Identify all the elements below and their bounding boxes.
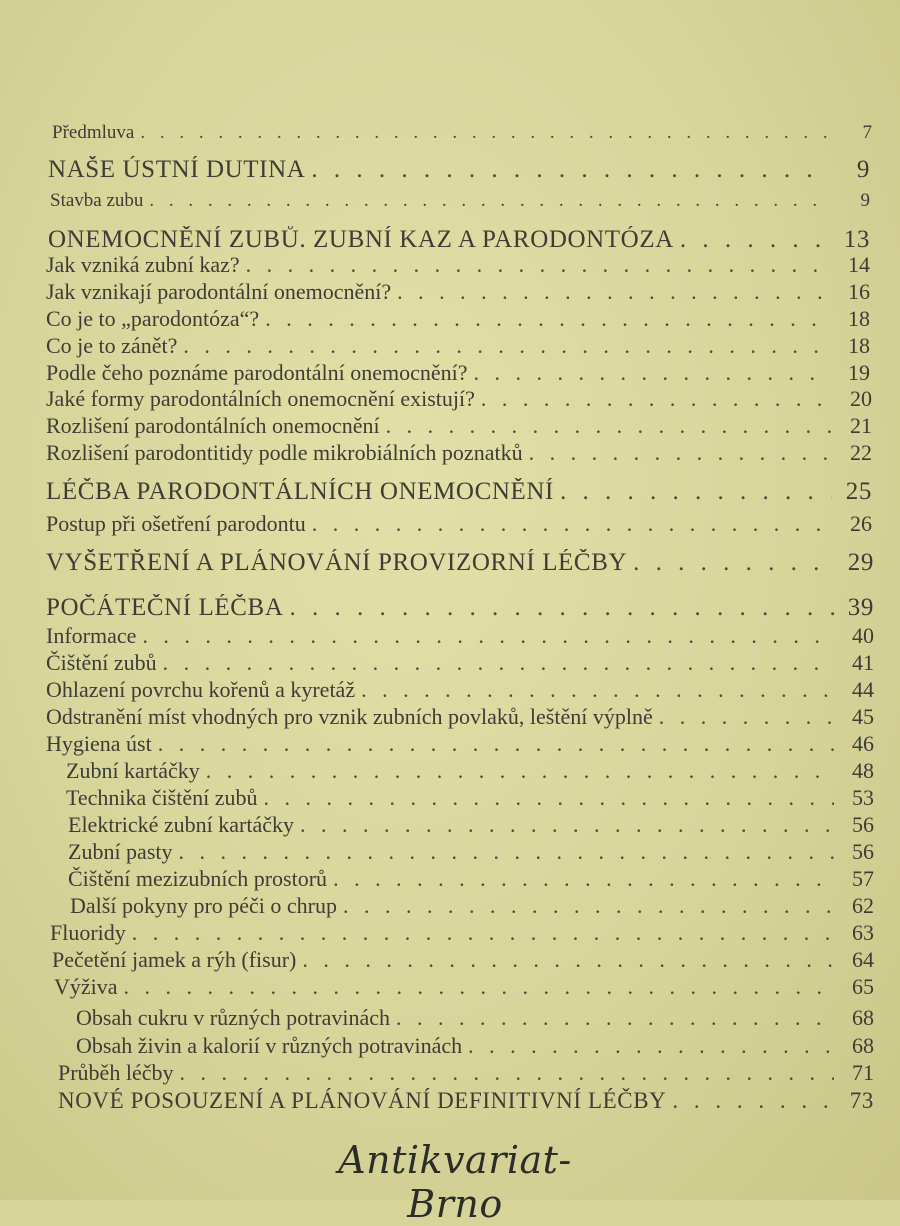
- toc-entry-title: Čištění zubů: [46, 650, 157, 675]
- toc-entry: [50, 190, 870, 212]
- toc-entry: [46, 252, 870, 278]
- toc-entry-title: Co je to zánět?: [46, 333, 178, 358]
- toc-entry-title: Průběh léčby: [58, 1060, 174, 1085]
- leader-dots: [289, 594, 834, 622]
- toc-entry-page: 64: [852, 947, 874, 972]
- leader-dots: [179, 1060, 834, 1086]
- toc-entry-page: 65: [852, 974, 874, 999]
- leader-dots: [560, 478, 832, 506]
- toc-entry: [46, 440, 872, 466]
- leader-dots: [163, 650, 834, 676]
- leader-dots: [343, 893, 834, 919]
- toc-section-title: ONEMOCNĚNÍ ZUBŮ. ZUBNÍ KAZ A PARODONTÓZA: [48, 226, 674, 253]
- toc-entry-title: Elektrické zubní kartáčky: [68, 812, 295, 837]
- toc-entry-page: 21: [850, 413, 872, 438]
- leader-dots: [397, 279, 830, 305]
- toc-section-title: NOVÉ POSOUZENÍ A PLÁNOVÁNÍ DEFINITIVNÍ LÉČBY: [58, 1088, 667, 1113]
- leader-dots: [183, 333, 830, 359]
- leader-dots: [529, 440, 832, 466]
- toc-entry-page: 53: [852, 785, 874, 810]
- toc-entry-title: Zubní kartáčky: [66, 758, 200, 783]
- leader-dots: [361, 677, 834, 703]
- toc-entry-page: 46: [852, 731, 874, 756]
- toc-entry: [52, 122, 872, 144]
- toc-entry-title: Fluoridy: [50, 920, 126, 945]
- toc-entry-title: Předmluva: [52, 122, 135, 143]
- toc-entry: [46, 386, 872, 412]
- toc-entry-title: Další pokyny pro péči o chrup: [70, 893, 337, 918]
- toc-entry-page: 48: [852, 758, 874, 783]
- leader-dots: [481, 386, 832, 412]
- toc-entry-page: 71: [852, 1060, 874, 1085]
- toc-entry-page: 56: [852, 839, 874, 864]
- leader-dots: [149, 190, 830, 212]
- toc-section: [48, 226, 870, 254]
- toc-entry-page: 68: [852, 1033, 874, 1058]
- toc-entry-page: 20: [850, 386, 872, 411]
- watermark: Antikvariat-Brno: [338, 1138, 572, 1226]
- toc-entry: [46, 360, 870, 386]
- toc-entry-title: Hygiena úst: [46, 731, 152, 756]
- toc-entry: [58, 1060, 874, 1086]
- toc-entry-title: Zubní pasty: [68, 839, 173, 864]
- toc-section: [46, 478, 872, 506]
- toc-entry-title: Odstranění míst vhodných pro vznik zubních povlaků, leštění výplně: [46, 704, 653, 729]
- toc-section-page: 29: [847, 549, 874, 576]
- toc-entry: [70, 893, 874, 919]
- leader-dots: [142, 623, 834, 649]
- toc-entry-page: 16: [848, 279, 870, 304]
- toc-entry-page: 14: [848, 252, 870, 277]
- toc-entry-page: 18: [848, 333, 870, 358]
- toc-section-page: 73: [849, 1088, 874, 1113]
- toc-entry: [46, 677, 874, 703]
- leader-dots: [206, 758, 834, 784]
- toc-entry: [46, 279, 870, 305]
- toc-entry: [66, 758, 874, 784]
- toc-entry: [52, 947, 874, 973]
- toc-entry-title: Stavba zubu: [50, 190, 144, 211]
- toc-entry-page: 56: [852, 812, 874, 837]
- toc-entry: [46, 413, 872, 439]
- toc-entry: [46, 333, 870, 359]
- toc-entry-page: 68: [852, 1005, 874, 1030]
- toc-entry-page: 18: [848, 306, 870, 331]
- toc-entry-page: 45: [852, 704, 874, 729]
- toc-entry: [46, 623, 874, 649]
- toc-entry-page: 19: [848, 360, 870, 385]
- toc-section-page: 25: [845, 478, 872, 505]
- toc-entry-title: Co je to „parodontóza“?: [46, 306, 260, 331]
- leader-dots: [633, 549, 834, 577]
- leader-dots: [386, 413, 832, 439]
- toc-entry: [50, 920, 874, 946]
- toc-entry-title: Podle čeho poznáme parodontální onemocnění?: [46, 360, 468, 385]
- leader-dots: [265, 306, 830, 332]
- leader-dots: [158, 731, 834, 757]
- toc-entry-page: 26: [850, 511, 872, 536]
- toc-entry-page: 62: [852, 893, 874, 918]
- toc-entry: [46, 704, 874, 730]
- toc-entry: [46, 731, 874, 757]
- toc-entry: [46, 511, 872, 537]
- leader-dots: [468, 1033, 834, 1059]
- toc-entry-page: 44: [852, 677, 874, 702]
- toc-section: [46, 594, 874, 622]
- toc-section-title: POČÁTEČNÍ LÉČBA: [46, 594, 284, 621]
- leader-dots: [680, 226, 830, 254]
- toc-entry: [46, 650, 874, 676]
- toc-entry-page: 7: [862, 122, 872, 143]
- toc-entry: [68, 812, 874, 838]
- leader-dots: [312, 511, 832, 537]
- toc-entry-page: 9: [860, 190, 870, 211]
- toc-section-page: 9: [856, 156, 870, 183]
- toc-section-page: 13: [843, 226, 870, 253]
- toc-section-page: 39: [847, 594, 874, 621]
- toc-entry-page: 63: [852, 920, 874, 945]
- leader-dots: [300, 812, 834, 838]
- toc-entry-page: 22: [850, 440, 872, 465]
- toc-entry: [76, 1033, 874, 1059]
- toc-entry-page: 41: [852, 650, 874, 675]
- toc-entry-title: Ohlazení povrchu kořenů a kyretáž: [46, 677, 356, 702]
- leader-dots: [140, 122, 832, 144]
- toc-section-title: LÉČBA PARODONTÁLNÍCH ONEMOCNĚNÍ: [46, 478, 554, 505]
- leader-dots: [124, 974, 834, 1000]
- toc-entry: [68, 839, 874, 865]
- leader-dots: [302, 947, 834, 973]
- leader-dots: [132, 920, 834, 946]
- leader-dots: [333, 866, 834, 892]
- toc-entry-title: Rozlišení parodontitidy podle mikrobiálních poznatků: [46, 440, 523, 465]
- toc-entry-title: Postup při ošetření parodontu: [46, 511, 306, 536]
- toc-entry: [54, 974, 874, 1000]
- toc-entry-page: 57: [852, 866, 874, 891]
- leader-dots: [264, 785, 834, 811]
- toc-section: [48, 156, 870, 184]
- leader-dots: [311, 156, 830, 184]
- toc-section: [58, 1088, 874, 1114]
- toc-section: [46, 549, 874, 577]
- leader-dots: [659, 704, 834, 730]
- toc-entry-title: Jak vznikají parodontální onemocnění?: [46, 279, 392, 304]
- toc-entry-title: Jak vzniká zubní kaz?: [46, 252, 240, 277]
- leader-dots: [246, 252, 830, 278]
- toc-entry-title: Pečetění jamek a rýh (fisur): [52, 947, 297, 972]
- leader-dots: [474, 360, 830, 386]
- toc-entry-title: Jaké formy parodontálních onemocnění existují?: [46, 386, 475, 411]
- toc-entry-title: Výživa: [54, 974, 118, 999]
- toc-entry: [76, 1005, 874, 1031]
- toc-section-title: NAŠE ÚSTNÍ DUTINA: [48, 156, 306, 183]
- toc-entry-page: 40: [852, 623, 874, 648]
- toc-entry-title: Obsah živin a kalorií v různých potravinách: [76, 1033, 463, 1058]
- toc-section-title: VYŠETŘENÍ A PLÁNOVÁNÍ PROVIZORNÍ LÉČBY: [46, 549, 628, 576]
- leader-dots: [672, 1088, 834, 1114]
- toc-entry: [66, 785, 874, 811]
- toc-entry-title: Technika čištění zubů: [66, 785, 258, 810]
- toc-entry: [46, 306, 870, 332]
- leader-dots: [179, 839, 835, 865]
- toc-entry-title: Obsah cukru v různých potravinách: [76, 1005, 391, 1030]
- leader-dots: [396, 1005, 834, 1031]
- toc-entry: [68, 866, 874, 892]
- toc-entry-title: Čištění mezizubních prostorů: [68, 866, 328, 891]
- toc-entry-title: Rozlišení parodontálních onemocnění: [46, 413, 380, 438]
- toc-entry-title: Informace: [46, 623, 137, 648]
